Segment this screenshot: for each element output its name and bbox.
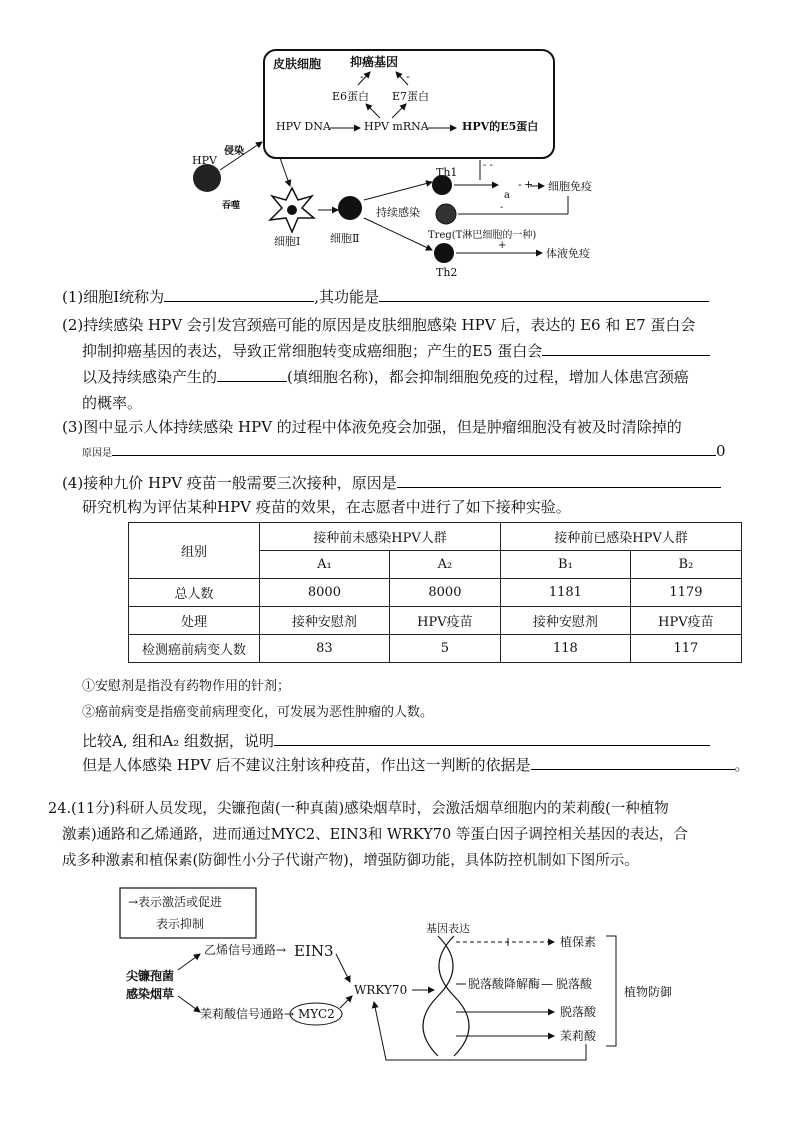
experiment-table xyxy=(128,522,742,663)
table-cell: 8000 xyxy=(260,579,390,607)
total-label: 总人数 xyxy=(129,579,260,607)
q24-line3: 成多种激素和植保素(防御性小分子代谢产物)，增强防御功能，具体防控机制如下图所示。 xyxy=(62,853,639,869)
table-cell: 5 xyxy=(389,635,500,663)
plant-defense-diagram xyxy=(116,884,673,1074)
hpv-infection-diagram xyxy=(180,40,620,280)
group-b1: B₁ xyxy=(500,551,630,579)
treg-label: Treg(T淋巴细胞的一种) xyxy=(428,230,537,241)
skin-cell-label: 皮肤细胞 xyxy=(273,57,322,71)
fungus-label-1: 尖镰孢菌 xyxy=(126,969,175,983)
q3-line1: (3)图中显示人体持续感染 HPV 的过程中体液免疫会加强，但是肿瘤细胞没有被及时清除掉的 xyxy=(62,418,682,436)
infected-header: 接种前已感染HPV人群 xyxy=(500,523,741,551)
ein3-label: EIN3 xyxy=(294,942,334,960)
q24-line2: 激素)通路和乙烯通路，进而通过MYC2、EIN3和 WRKY70 等蛋白因子调控相关基因的表达，合 xyxy=(62,827,688,843)
defense-bracket xyxy=(606,936,616,1046)
q4-blank3[interactable] xyxy=(531,753,735,770)
lesion-label: 检测癌前病变人数 xyxy=(129,635,260,663)
myc2-label: MYC2 xyxy=(298,1007,335,1021)
e6-protein-label: E6蛋白 xyxy=(332,90,370,103)
ja-path-label: 茉莉酸信号通路→ xyxy=(200,1007,295,1021)
fungus-label-2: 感染烟草 xyxy=(126,987,175,1001)
table-cell: 接种安慰剂 xyxy=(500,607,630,635)
phagocytosis-label: 吞噬 xyxy=(222,201,241,211)
svg-text:+: + xyxy=(498,240,507,251)
cell-immunity-label: 细胞免疫 xyxy=(548,180,592,193)
e7-protein-label: E7蛋白 xyxy=(392,90,430,103)
cell1-label: 细胞Ⅰ xyxy=(274,235,301,248)
table-cell: HPV疫苗 xyxy=(630,607,741,635)
table-cell: 8000 xyxy=(389,579,500,607)
q4-blank2[interactable] xyxy=(274,729,710,746)
q2-blank1[interactable] xyxy=(542,339,710,356)
table-cell: 接种安慰剂 xyxy=(260,607,390,635)
hpv-virus-icon xyxy=(193,164,221,192)
treg-cell-icon xyxy=(436,204,456,224)
q4-line1: (4)接种九价 HPV 疫苗一般需要三次接种，原因是 xyxy=(62,470,721,496)
q3-blank[interactable] xyxy=(112,443,716,456)
th2-cell-icon xyxy=(434,243,454,263)
infect-label: 侵染 xyxy=(224,146,244,157)
svg-text:- -: - - xyxy=(483,160,493,171)
q1-blank2[interactable] xyxy=(379,285,709,302)
ethylene-path-label: 乙烯信号通路→ xyxy=(204,943,287,957)
cell2-label: 细胞Ⅱ xyxy=(330,232,360,245)
table-cell: 1181 xyxy=(500,579,630,607)
hpv-e5-label: HPV的E5蛋白 xyxy=(462,120,539,133)
q4-but: 但是人体感染 HPV 后不建议注射该种疫苗，作出这一判断的依据是 。 xyxy=(82,752,750,778)
legend-activate: →表示激活或促进 xyxy=(128,895,223,909)
hpv-dna-label: HPV DNA xyxy=(276,120,331,133)
group-a2: A₂ xyxy=(389,551,500,579)
svg-text:-: - xyxy=(406,70,410,83)
cell2-icon xyxy=(338,196,362,220)
svg-text:+: + xyxy=(524,178,534,191)
persistent-infection-label: 持续感染 xyxy=(376,206,420,219)
phytoalexin-label: 植保素 xyxy=(560,935,597,949)
q3-line2: 原因是 0 xyxy=(82,442,726,460)
q2-blank2[interactable] xyxy=(217,365,287,382)
aba-label-1: 脱落酸 xyxy=(556,977,593,991)
q1-blank1[interactable] xyxy=(164,285,314,302)
ja-label: 茉莉酸 xyxy=(560,1029,597,1043)
q24-line1: 24.(11分)科研人员发现，尖镰孢菌(一种真菌)感染烟草时，会激活烟草细胞内的茉莉酸(一种植物 xyxy=(48,801,669,817)
svg-text:-: - xyxy=(518,178,522,191)
group-b2: B₂ xyxy=(630,551,741,579)
svg-text:—: — xyxy=(541,977,553,991)
group-header: 组别 xyxy=(129,523,260,579)
aba-label-2: 脱落酸 xyxy=(560,1005,597,1019)
table-cell: 1179 xyxy=(630,579,741,607)
q4-note2: ②癌前病变是指癌变前病理变化，可发展为恶性肿瘤的人数。 xyxy=(82,705,434,720)
uninfected-header: 接种前未感染HPV人群 xyxy=(260,523,501,551)
group-a1: A₁ xyxy=(260,551,390,579)
th2-label: Th2 xyxy=(436,266,458,279)
hpv-mrna-label: HPV mRNA xyxy=(364,120,429,133)
q1: (1)细胞Ⅰ统称为 ,其功能是 xyxy=(62,284,709,310)
svg-text:-: - xyxy=(360,70,364,83)
aba-enzyme-label: 脱落酸降解酶 xyxy=(468,977,541,991)
gene-expression-label: 基因表达 xyxy=(426,922,470,935)
table-cell: 83 xyxy=(260,635,390,663)
legend-inhibit: 表示抑制 xyxy=(156,917,205,931)
q4-blank1[interactable] xyxy=(397,471,721,488)
dna-helix-icon xyxy=(423,936,453,1056)
q2-line3: 以及持续感染产生的 (填细胞名称)，都会抑制细胞免疫的过程，增加人体患宫颈癌 xyxy=(82,364,689,390)
q4-note1: ①安慰剂是指没有药物作用的针剂； xyxy=(82,679,291,694)
q2-line2: 抑制抑癌基因的表达，导致正常细胞转变成癌细胞；产生的E5 蛋白会 xyxy=(82,338,710,364)
th1-label: Th1 xyxy=(436,166,458,179)
tumor-suppressor-label: 抑癌基因 xyxy=(350,55,399,69)
svg-text:-: - xyxy=(500,202,504,213)
table-cell: HPV疫苗 xyxy=(389,607,500,635)
q4-line2: 研究机构为评估某种HPV 疫苗的效果，在志愿者中进行了如下接种实验。 xyxy=(82,498,571,516)
hpv-label: HPV xyxy=(192,154,217,167)
q2-line4: 的概率。 xyxy=(82,394,143,412)
wrky70-label: WRKY70 xyxy=(354,983,408,997)
table-cell: 117 xyxy=(630,635,741,663)
table-cell: 118 xyxy=(500,635,630,663)
plant-defense-label: 植物防御 xyxy=(624,985,673,999)
q2-line1: (2)持续感染 HPV 会引发宫颈癌可能的原因是皮肤细胞感染 HPV 后，表达的 E6 和 E7 蛋白会 xyxy=(62,316,696,334)
q4-compare: 比较A, 组和A₂ 组数据，说明 xyxy=(82,728,710,754)
treatment-label: 处理 xyxy=(129,607,260,635)
humoral-immunity-label: 体液免疫 xyxy=(546,247,590,260)
a-label: a xyxy=(504,190,510,201)
